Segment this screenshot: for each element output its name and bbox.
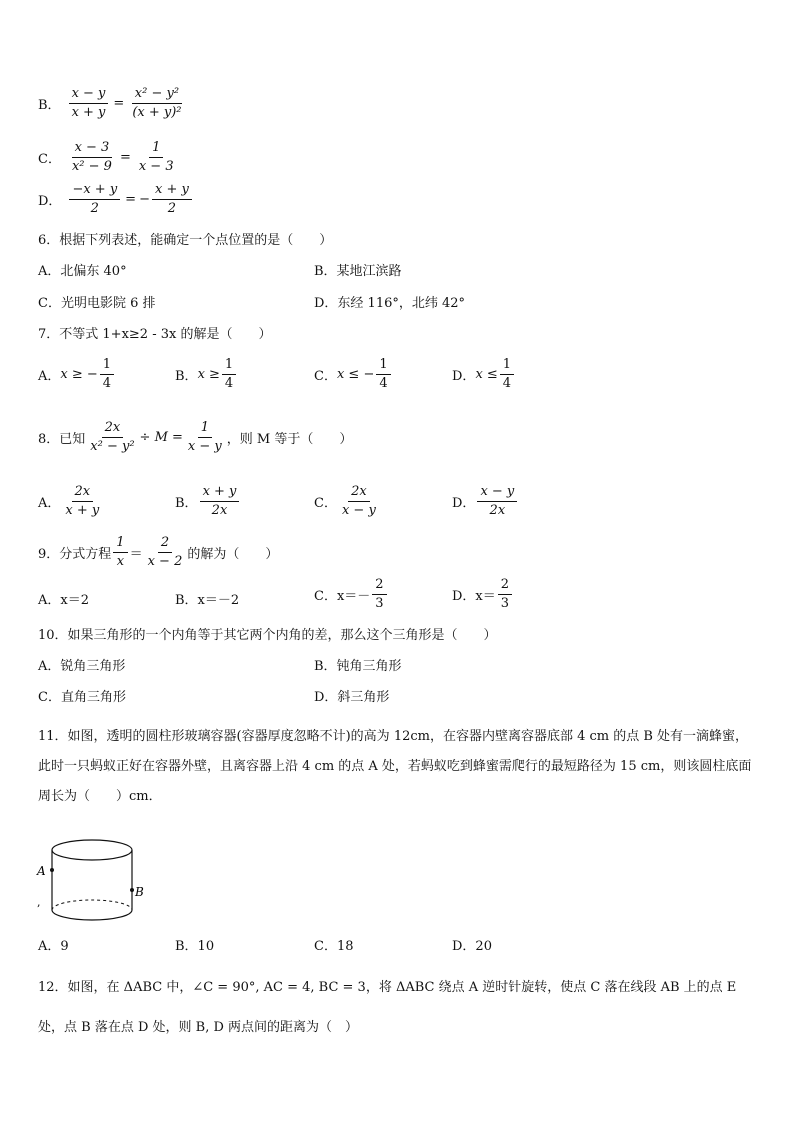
cylinder-bottom-front-arc: [52, 910, 132, 920]
q11-stem: 11．如图，透明的圆柱形玻璃容器(容器厚度忽略不计)的高为 12cm，在容器内壁离容器底部 4 cm 的点 B 处有一滴蜂蜜，此时一只蚂蚁正好在容器外壁，且离容器上沿 4 cm 的点 A 处，若蚂蚁吃到蜂蜜需爬行的最短路径为 15 cm，则该圆柱底面周长为（ ）cm．: [38, 729, 752, 804]
fraction: $\frac{\text{x² − y²}}{\text{(x + y)²}}$: [132, 86, 182, 120]
fraction: $\frac{1}{x}$: [113, 535, 127, 570]
q7-stem: 7．不等式 1+x≥2 - 3x 的解是（ ）: [38, 327, 272, 342]
fraction: $\frac{1}{4}$: [500, 357, 514, 392]
fraction: $\frac{1}{x - 3}$: [138, 140, 174, 174]
q11-option-b: B．10: [175, 939, 215, 954]
fraction: $\frac{-x + y}{2}$: [69, 182, 120, 217]
q8-option-d: D． $\frac{x - y}{2x}$: [452, 484, 519, 519]
q9-stem: 9．分式方程 $\frac{1}{x}$ ＝ $\frac{2}{x - 2}$ 的解为（ ）: [38, 535, 279, 569]
q10-option-b: B．钝角三角形: [314, 659, 402, 674]
q10-option-a: A．锐角三角形: [38, 659, 126, 674]
q8-option-c: C． $\frac{2x}{x - y}$: [314, 484, 381, 519]
fraction: $\frac{2}{3}$: [372, 577, 386, 612]
q5-option-d: D． $\frac{-x + y}{2}$ = − $\frac{x + y}{2}$: [38, 182, 194, 217]
q9-option-a: A．x＝2: [38, 593, 89, 608]
fraction: $\frac{2x}{\text{x² − y²}}$: [90, 420, 135, 454]
fraction: $\frac{1}{4}$: [100, 357, 114, 392]
fraction: $\frac{1}{4}$: [376, 357, 390, 392]
option-label: B．: [38, 98, 61, 113]
q7-option-d: D． x ≤ $\frac{1}{4}$: [452, 357, 516, 392]
cylinder-figure: [30, 830, 150, 930]
cylinder-bottom-back-arc: [52, 900, 132, 910]
q8-option-a: A． $\frac{2x}{x + y}$: [38, 484, 104, 519]
fraction: $\frac{x + y}{2}$: [152, 182, 192, 217]
q9-option-c: C．x＝－ $\frac{2}{3}$: [314, 577, 389, 612]
q5-option-b: B． $\frac{x - y}{x + y}$ = $\frac{\text{x² − y²}}{\text{(x + y)²}}$: [38, 86, 187, 121]
cut-mark: ,: [37, 896, 41, 909]
q10-option-c: C．直角三角形: [38, 690, 126, 705]
q11-option-c: C．18: [314, 939, 354, 954]
q9-option-d: D．x＝ $\frac{2}{3}$: [452, 577, 514, 612]
q6-option-c: C．光明电影院 6 排: [38, 296, 156, 311]
fraction: $\frac{2x}{x - y}$: [341, 484, 376, 518]
point-b-label: B: [135, 885, 144, 899]
fraction: $\frac{2x}{x + y}$: [65, 484, 100, 518]
fraction: $\frac{2}{x - 2}$: [147, 535, 183, 569]
q7-option-a: A． x ≥ − $\frac{1}{4}$: [38, 357, 116, 392]
fraction: $\frac{x - y}{x + y}$: [69, 86, 109, 121]
q6-stem: 6．根据下列表述，能确定一个点位置的是（ ）: [38, 233, 333, 248]
q6-option-a: A．北偏东 40°: [38, 264, 127, 279]
fraction: $\frac{1}{4}$: [222, 357, 236, 392]
point-a-dot: [50, 868, 54, 872]
q8-stem: 8．已知 $\frac{2x}{\text{x² − y²}}$ ÷ M = $\frac{1}{x - y}$ ，则 M 等于（ ）: [38, 420, 353, 454]
fraction: $\frac{2}{3}$: [498, 577, 512, 612]
q12-stem: 12．如图，在 ΔABC 中，∠C = 90°, AC = 4, BC = 3，将 ΔABC 绕点 A 逆时针旋转，使点 C 落在线段 AB 上的点 E 处，点 B 落在点 D 处，则 B, D 两点间的距离为（ ）: [38, 980, 737, 1035]
cylinder-top-ellipse: [52, 840, 132, 860]
point-b-dot: [130, 888, 134, 892]
q6-option-d: D．东经 116°，北纬 42°: [314, 296, 466, 311]
fraction: $\frac{x + y}{2x}$: [200, 484, 240, 519]
option-label: D．: [38, 194, 62, 209]
q11-option-a: A．9: [38, 939, 69, 954]
point-a-label: A: [37, 864, 46, 878]
q6-option-b: B．某地江滨路: [314, 264, 402, 279]
fraction: $\frac{1}{x - y}$: [187, 420, 222, 454]
q5-option-c: C． $\frac{x - 3}{\text{x² − 9}}$ = $\frac{1}{x - 3}$: [38, 140, 179, 175]
q8-option-b: B． $\frac{x + y}{2x}$: [175, 484, 241, 519]
q7-option-c: C． x ≤ − $\frac{1}{4}$: [314, 357, 393, 392]
q9-option-b: B．x＝－2: [175, 593, 240, 608]
q10-stem: 10．如果三角形的一个内角等于其它两个内角的差，那么这个三角形是（ ）: [38, 628, 497, 643]
q7-option-b: B． x ≥ $\frac{1}{4}$: [175, 357, 238, 392]
q11-option-d: D．20: [452, 939, 492, 954]
q10-option-d: D．斜三角形: [314, 690, 390, 705]
fraction: $\frac{x - y}{2x}$: [477, 484, 517, 519]
option-label: C．: [38, 152, 61, 167]
fraction: $\frac{x - 3}{\text{x² − 9}}$: [71, 140, 112, 174]
